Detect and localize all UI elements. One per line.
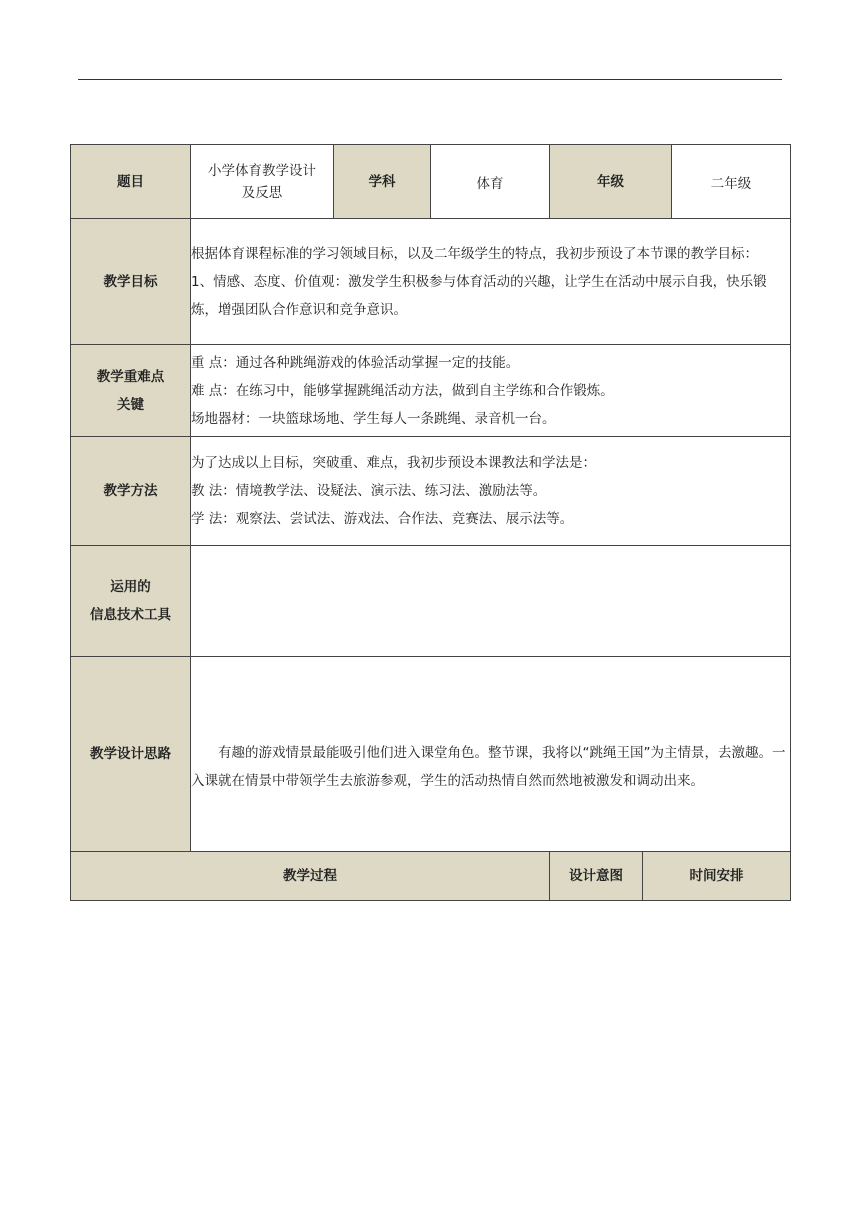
header-row	[71, 145, 791, 219]
methods-row	[71, 437, 791, 546]
goals-content	[191, 219, 791, 345]
key-points-label	[71, 345, 191, 437]
header-rule	[78, 79, 782, 80]
process-header-row	[71, 852, 791, 901]
grade-value: 二年级	[672, 145, 791, 219]
methods-label: 教学方法	[71, 437, 191, 546]
subject-label: 学科	[334, 145, 431, 219]
process-label: 教学过程	[71, 852, 550, 901]
it-tools-content	[191, 546, 791, 657]
design-ideas-content: 有趣的游戏情景最能吸引他们进入课堂角色。整节课，我将以“跳绳王国”为主情景，去激趣。一入课就在情景中带领学生去旅游参观，学生的活动热情自然而然地被激发和调动出来。	[191, 657, 791, 852]
title-value-line-2: 及反思	[241, 184, 283, 201]
methods-line-3: 学 法：观察法、尝试法、游戏法、合作法、竞赛法、展示法等。	[191, 511, 574, 527]
it-tools-label	[71, 546, 191, 657]
intent-label: 设计意图	[550, 852, 643, 901]
time-label: 时间安排	[643, 852, 791, 901]
key-points-row	[71, 345, 791, 437]
lesson-plan-table	[70, 144, 791, 901]
grade-label: 年级	[550, 145, 672, 219]
it-tools-row	[71, 546, 791, 657]
key-points-content	[191, 345, 791, 437]
key-point-line-1: 重 点：通过各种跳绳游戏的体验活动掌握一定的技能。	[191, 354, 520, 371]
title-value	[191, 145, 334, 219]
it-tools-label-line-2: 信息技术工具	[90, 607, 171, 623]
key-points-label-line-1: 教学重难点	[96, 368, 165, 385]
methods-line-1: 为了达成以上目标，突破重、难点，我初步预设本课教法和学法是：	[191, 455, 596, 471]
title-value-line-1: 小学体育教学设计	[208, 162, 316, 179]
design-ideas-label: 教学设计思路	[71, 657, 191, 852]
goals-label: 教学目标	[71, 219, 191, 345]
key-points-label-line-2: 关键	[117, 396, 144, 413]
goals-row	[71, 219, 791, 345]
methods-content	[191, 437, 791, 546]
design-ideas-row	[71, 657, 791, 852]
goals-line-1: 根据体育课程标准的学习领域目标，以及二年级学生的特点，我初步预设了本节课的教学目标：	[191, 245, 758, 262]
goals-line-2: 1、情感、态度、价值观：激发学生积极参与体育活动的兴趣，让学生在活动中展示自我，快乐锻炼，增强团队合作意识和竞争意识。	[191, 273, 767, 318]
key-point-line-2: 难 点：在练习中，能够掌握跳绳活动方法，做到自主学练和合作锻炼。	[191, 382, 614, 399]
key-point-line-3: 场地器材：一块篮球场地、学生每人一条跳绳、录音机一台。	[191, 410, 556, 427]
it-tools-label-line-1: 运用的	[110, 579, 151, 595]
methods-line-2: 教 法：情境教学法、设疑法、演示法、练习法、激励法等。	[191, 483, 547, 499]
subject-value: 体育	[431, 145, 550, 219]
title-label: 题目	[71, 145, 191, 219]
